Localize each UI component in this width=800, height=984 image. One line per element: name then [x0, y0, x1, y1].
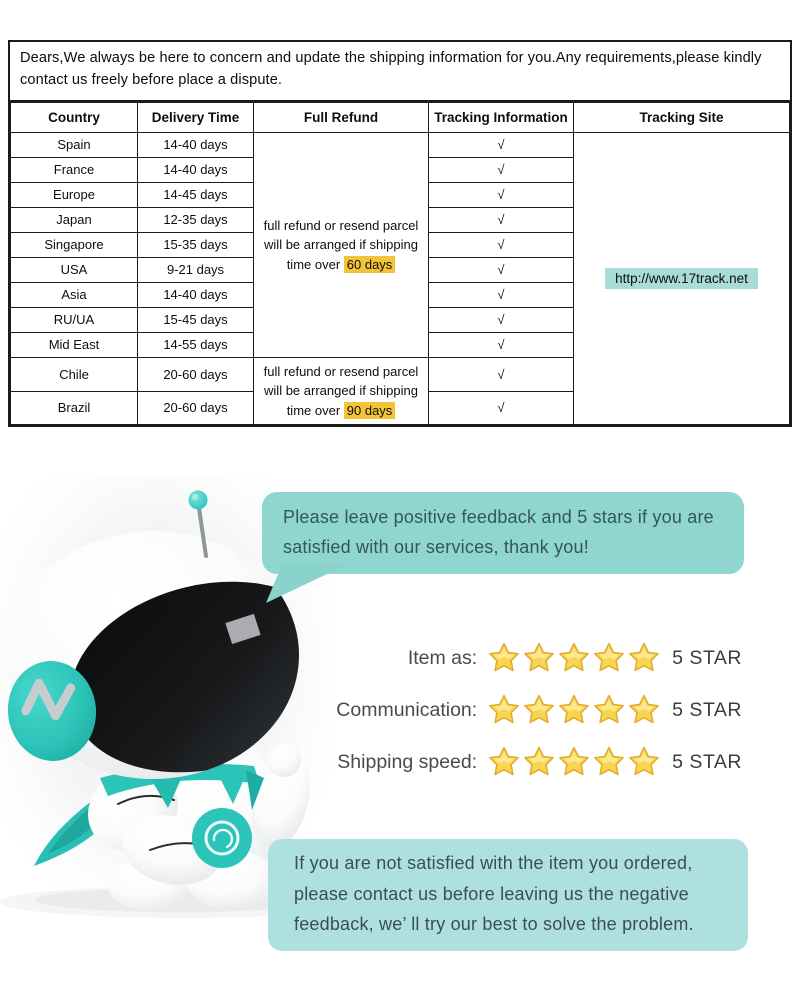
country-cell: Mid East [11, 332, 138, 357]
footer-line: please contact us before leaving us the negative [294, 883, 689, 904]
rating-suffix: 5 STAR [672, 698, 742, 721]
country-cell: Europe [11, 182, 138, 207]
rating-label: Shipping speed: [337, 750, 478, 773]
delivery-cell: 9-21 days [138, 257, 254, 282]
country-cell: Japan [11, 207, 138, 232]
tracking-site-cell [574, 132, 790, 425]
country-cell: France [11, 157, 138, 182]
delivery-cell: 14-40 days [138, 282, 254, 307]
delivery-cell: 14-55 days [138, 332, 254, 357]
rating-row-item-as [330, 640, 742, 676]
tracking-checkmark: √ [429, 307, 574, 332]
star-icon [487, 641, 521, 675]
header-tracking-information: Tracking Information [429, 102, 574, 132]
table-header-row [11, 102, 790, 132]
delivery-cell: 14-45 days [138, 182, 254, 207]
speech-bubble-tail [266, 565, 348, 605]
tracking-checkmark: √ [429, 182, 574, 207]
rating-row-communication [330, 692, 742, 728]
ratings-block [330, 640, 742, 796]
table-row [11, 132, 790, 157]
header-delivery-time: Delivery Time [138, 102, 254, 132]
tracking-checkmark: √ [429, 391, 574, 425]
delivery-cell: 12-35 days [138, 207, 254, 232]
header-country: Country [11, 102, 138, 132]
country-cell: Spain [11, 132, 138, 157]
tracking-site-link[interactable]: http://www.17track.net [605, 268, 758, 289]
refund-cell-90-days [254, 357, 429, 425]
tracking-checkmark: √ [429, 132, 574, 157]
tracking-checkmark: √ [429, 157, 574, 182]
star-icon [522, 745, 556, 779]
tracking-checkmark: √ [429, 257, 574, 282]
star-icon [627, 693, 661, 727]
country-cell: Chile [11, 357, 138, 391]
shipping-info-sheet [8, 40, 792, 427]
delivery-cell: 14-40 days [138, 157, 254, 182]
notice-text: Dears,We always be here to concern and update the shipping information for you.Any requirements,please kindly contact us freely before place a dispute. [10, 42, 790, 102]
refund-text: full refund or resend parcel will be arranged if shipping time over [263, 217, 419, 272]
delivery-cell: 14-40 days [138, 132, 254, 157]
footer-note [268, 839, 748, 951]
tracking-checkmark: √ [429, 332, 574, 357]
header-tracking-site: Tracking Site [574, 102, 790, 132]
star-icon [522, 641, 556, 675]
country-cell: RU/UA [11, 307, 138, 332]
rating-label: Communication: [336, 698, 478, 721]
delivery-cell: 15-35 days [138, 232, 254, 257]
bubble-line: Please leave positive feedback and 5 stars if you are [283, 507, 714, 527]
refund-text: full refund or resend parcel will be arranged if shipping time over [263, 363, 419, 418]
star-group [487, 745, 661, 779]
footer-line: feedback, we’ ll try our best to solve the problem. [294, 914, 694, 935]
star-icon [592, 745, 626, 779]
star-icon [522, 693, 556, 727]
tracking-checkmark: √ [429, 282, 574, 307]
star-icon [487, 693, 521, 727]
country-cell: Asia [11, 282, 138, 307]
rating-suffix: 5 STAR [672, 646, 742, 669]
bubble-line: satisfied with our services, thank you! [283, 536, 589, 557]
delivery-cell: 20-60 days [138, 357, 254, 391]
country-cell: USA [11, 257, 138, 282]
star-icon [592, 693, 626, 727]
rating-row-shipping-speed [330, 744, 742, 780]
header-full-refund: Full Refund [254, 102, 429, 132]
star-icon [557, 745, 591, 779]
speech-bubble [262, 492, 744, 574]
tracking-checkmark: √ [429, 232, 574, 257]
rating-label: Item as: [407, 646, 478, 669]
chest-badge [192, 808, 252, 868]
star-group [487, 641, 661, 675]
star-icon [627, 641, 661, 675]
shipping-table [10, 102, 790, 426]
star-icon [557, 641, 591, 675]
star-group [487, 693, 661, 727]
rating-suffix: 5 STAR [672, 750, 742, 773]
refund-cell-60-days [254, 132, 429, 357]
star-icon [592, 641, 626, 675]
tracking-checkmark: √ [429, 357, 574, 391]
footer-line: If you are not satisfied with the item you ordered, [294, 853, 693, 873]
star-icon [557, 693, 591, 727]
star-icon [487, 745, 521, 779]
refund-days-highlight: 90 days [344, 402, 396, 419]
country-cell: Singapore [11, 232, 138, 257]
delivery-cell: 15-45 days [138, 307, 254, 332]
tracking-checkmark: √ [429, 207, 574, 232]
refund-days-highlight: 60 days [344, 256, 396, 273]
delivery-cell: 20-60 days [138, 391, 254, 425]
country-cell: Brazil [11, 391, 138, 425]
star-icon [627, 745, 661, 779]
